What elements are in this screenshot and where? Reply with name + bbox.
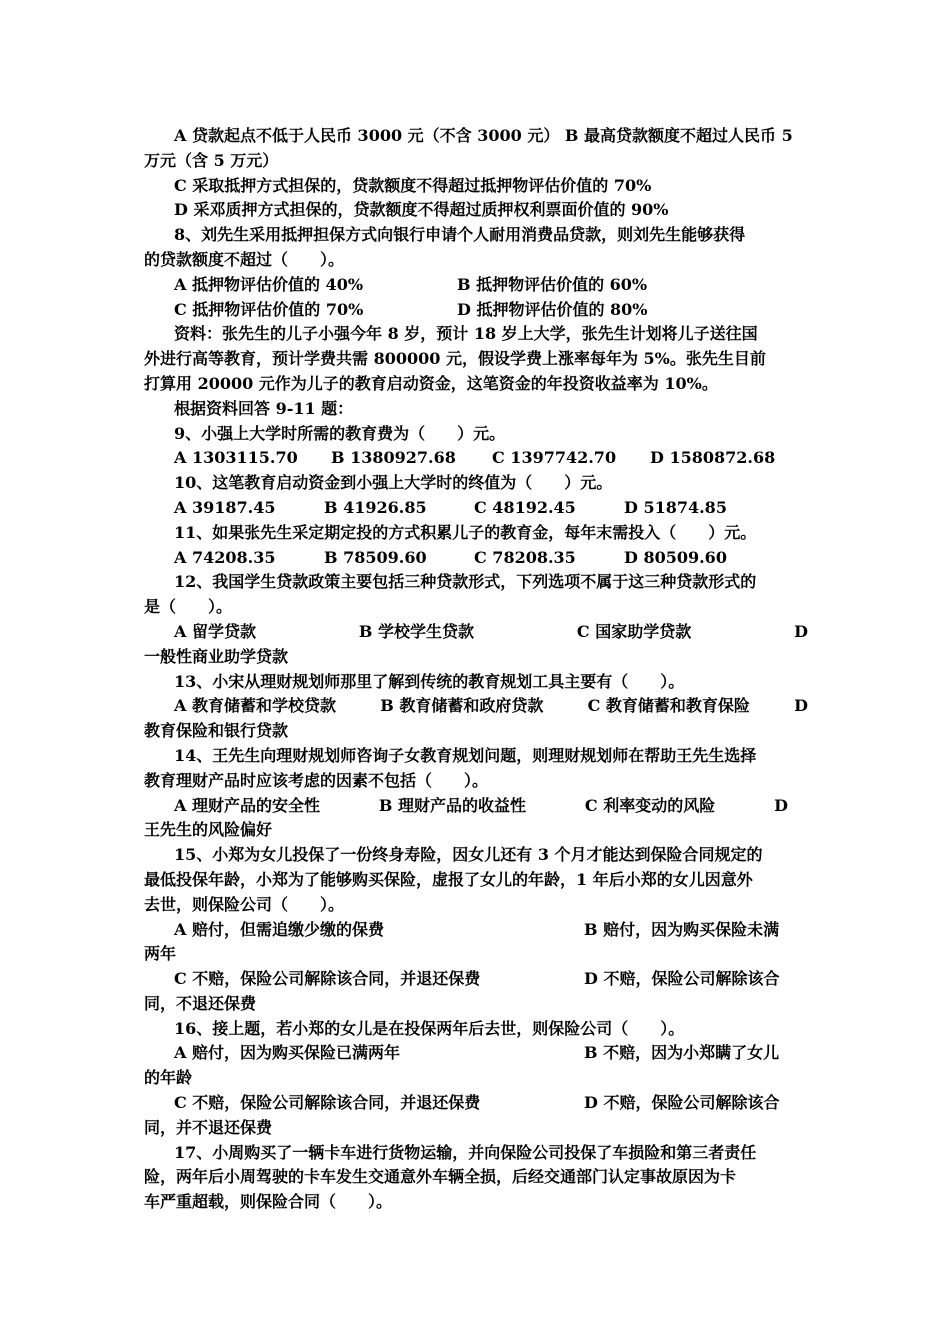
option: A 39187.45 [174, 497, 276, 517]
option: A 抵押物评估价值的 40% [174, 274, 364, 294]
option: A 74208.35 [174, 547, 276, 567]
text-line: D 采邓质押方式担保的，贷款额度不得超过质押权利票面价值的 90% [174, 200, 669, 220]
q16-options-ab [144, 1041, 808, 1066]
text-line: 是（ ）。 [144, 597, 233, 617]
q14-options [144, 794, 808, 819]
option: D 不赔，保险公司解除该合 [584, 1093, 780, 1113]
text-line: 教育理财产品时应该考虑的因素不包括（ ）。 [144, 770, 489, 790]
question-14: 14、王先生向理财规划师咨询子女教育规划问题，则理财规划师在帮助王先生选择 [174, 745, 757, 765]
option: C 利率变动的风险 [584, 795, 716, 815]
option: A 赔付，因为购买保险已满两年 [174, 1043, 400, 1063]
option: C 抵押物评估价值的 70% [174, 299, 364, 319]
option: B 不赔，因为小郑瞒了女儿 [584, 1043, 780, 1063]
text-line: C 采取抵押方式担保的，贷款额度不得超过抵押物评估价值的 70% [174, 175, 652, 195]
text-line: A 贷款起点不低于人民币 3000 元（不含 3000 元） B 最高贷款额度不超过人民币 5 [174, 126, 793, 145]
option: B 赔付，因为购买保险未满 [584, 919, 780, 939]
option: D 80509.60 [624, 547, 727, 567]
option: B 41926.85 [324, 497, 427, 517]
text-line: 一般性商业助学贷款 [144, 646, 289, 666]
option: C 国家助学贷款 [576, 621, 692, 641]
material-line: 根据资料回答 9-11 题： [174, 398, 354, 418]
text-line: 最低投保年龄，小郑为了能够购买保险，虚报了女儿的年龄，1 年后小郑的女儿因意外 [144, 869, 753, 889]
text-line: 去世，则保险公司（ ）。 [144, 894, 345, 914]
material-line: 外进行高等教育，预计学费共需 800000 元，假设学费上涨率每年为 5%。张先生目前 [144, 349, 766, 369]
option: D [794, 696, 808, 716]
question-12: 12、我国学生贷款政策主要包括三种贷款形式，下列选项不属于这三种贷款形式的 [174, 572, 757, 592]
question-8: 8、刘先生采用抵押担保方式向银行申请个人耐用消费品贷款，则刘先生能够获得 [174, 225, 746, 245]
text-line: 万元（含 5 万元） [144, 150, 279, 170]
text-line: 同，不退还保费 [144, 993, 257, 1013]
option: D 不赔，保险公司解除该合 [584, 969, 780, 989]
text-line: 两年 [144, 944, 177, 964]
text-line: 教育保险和银行贷款 [144, 721, 289, 741]
option: D [774, 795, 788, 815]
option: B 78509.60 [324, 547, 427, 567]
option: C 不赔，保险公司解除该合同，并退还保费 [174, 1093, 481, 1113]
q15-options-cd [144, 967, 808, 992]
option: A 留学贷款 [174, 621, 256, 641]
option: A 理财产品的安全性 [174, 795, 320, 815]
question-13: 13、小宋从理财规划师那里了解到传统的教育规划工具主要有（ ）。 [174, 671, 685, 691]
q8-options-row-1 [144, 273, 808, 298]
q16-options-cd [144, 1091, 808, 1116]
question-9: 9、小强上大学时所需的教育费为（ ）元。 [174, 423, 506, 443]
q8-options-row-2 [144, 298, 808, 323]
option: A 教育储蓄和学校贷款 [174, 696, 336, 716]
question-17: 17、小周购买了一辆卡车进行货物运输，并向保险公司投保了车损险和第三者责任 [174, 1142, 757, 1162]
option: D 抵押物评估价值的 80% [457, 299, 648, 319]
text-line: 王先生的风险偏好 [144, 820, 273, 840]
question-11: 11、如果张先生采定期定投的方式积累儿子的教育金，每年末需投入（ ）元。 [174, 522, 757, 542]
option: A 1303115.70 [174, 448, 298, 468]
option: A 赔付，但需追缴少缴的保费 [174, 919, 384, 939]
option: C 1397742.70 [492, 448, 617, 468]
text-line: 车严重超载，则保险合同（ ）。 [144, 1192, 393, 1212]
text-line: 的年龄 [144, 1068, 193, 1088]
option: C 78208.35 [474, 547, 576, 567]
option: B 抵押物评估价值的 60% [457, 274, 648, 294]
option: B 学校学生贷款 [358, 621, 474, 641]
q15-options-ab [144, 918, 808, 943]
option: C 教育储蓄和教育保险 [587, 696, 750, 716]
option: C 不赔，保险公司解除该合同，并退还保费 [174, 969, 481, 989]
text-line: 同，并不退还保费 [144, 1117, 273, 1137]
q10-options [144, 496, 808, 521]
option: B 理财产品的收益性 [378, 795, 526, 815]
document-body [144, 124, 808, 1215]
question-16: 16、接上题，若小郑的女儿是在投保两年后去世，则保险公司（ ）。 [174, 1018, 685, 1038]
material-line: 打算用 20000 元作为儿子的教育启动资金，这笔资金的年投资收益率为 10%。 [144, 373, 718, 393]
option: D 51874.85 [624, 497, 727, 517]
option: D [794, 621, 808, 641]
option: B 1380927.68 [331, 448, 456, 468]
q9-options [144, 446, 808, 471]
material-line: 资料：张先生的儿子小强今年 8 岁，预计 18 岁上大学，张先生计划将儿子送往国 [174, 324, 758, 344]
option: D 1580872.68 [650, 448, 776, 468]
q11-options [144, 546, 808, 571]
text-line: 险，两年后小周驾驶的卡车发生交通意外车辆全损，后经交通部门认定事故原因为卡 [144, 1167, 737, 1187]
q12-options [144, 620, 808, 645]
q13-options [144, 694, 808, 719]
question-10: 10、这笔教育启动资金到小强上大学时的终值为（ ）元。 [174, 473, 613, 493]
option: B 教育储蓄和政府贷款 [380, 696, 544, 716]
text-line: 的贷款额度不超过（ ）。 [144, 249, 345, 269]
question-15: 15、小郑为女儿投保了一份终身寿险，因女儿还有 3 个月才能达到保险合同规定的 [174, 845, 763, 865]
option: C 48192.45 [474, 497, 576, 517]
